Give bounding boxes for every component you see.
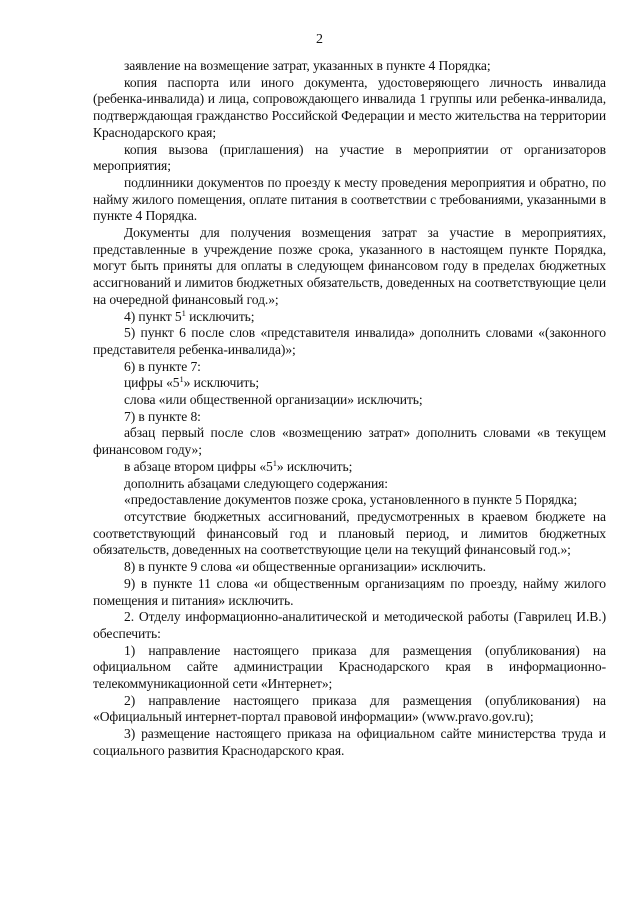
- text-run: в абзаце втором цифры «5: [124, 458, 273, 474]
- paragraph: 9) в пункте 11 слова «и общественным организациям по проезду, найму жилого помещения и питания» исключить.: [93, 575, 606, 608]
- paragraph: дополнить абзацами следующего содержания:: [124, 475, 388, 491]
- paragraph: 7) в пункте 8:: [124, 408, 201, 424]
- paragraph: отсутствие бюджетных ассигнований, предусмотренных в краевом бюджете на соответствующий финансовый год и плановый период, и лимитов бюджетных обязательств, доведенных на соответствующие цели на текущий финансовый год.»;: [93, 508, 606, 558]
- text-run: цифры «5: [124, 375, 180, 391]
- superscript: 1: [179, 374, 184, 385]
- text-run: 4) пункт 5: [124, 308, 182, 324]
- paragraph: 6) в пункте 7:: [124, 358, 201, 374]
- paragraph: 5) пункт 6 после слов «представителя инвалида» дополнить словами «(законного представителя ребенка-инвалида)»;: [93, 325, 606, 357]
- text-run: » исключить;: [276, 458, 353, 474]
- paragraph: 8) в пункте 9 слова «и общественные организации» исключить.: [124, 559, 486, 575]
- paragraph: копия паспорта или иного документа, удостоверяющего личность инвалида (ребенка-инвалида) и лица, сопровождающего инвалида 1 группы или ребенка-инвалида, подтверждающая гражданство Российской Федерации и место жительства на территории Краснодарского края;: [93, 74, 606, 140]
- paragraph: 3) размещение настоящего приказа на официальном сайте министерства труда и социального развития Краснодарского края.: [93, 726, 606, 758]
- paragraph: Документы для получения возмещения затрат за участие в мероприятиях, представленные в учреждение позже срока, указанного в настоящем пункте Порядка, могут быть приняты для оплаты в следующем финансовом году в пределах бюджетных ассигнований и лимитов бюджетных обязательств, доведенных на соответствующие цели на очередной финансовый год.»;: [93, 225, 606, 307]
- paragraph: подлинники документов по проезду к месту проведения мероприятия и обратно, по найму жилого помещения, оплате питания в соответствии с требованиями, указанными в пункте 4 Порядка.: [93, 174, 606, 224]
- paragraph: абзац первый после слов «возмещению затрат» дополнить словами «в текущем финансовом году»;: [93, 425, 606, 458]
- document-body: [93, 58, 606, 760]
- superscript: 1: [181, 307, 186, 318]
- text-run: » исключить;: [183, 375, 259, 391]
- paragraph: 2) направление настоящего приказа для размещения (опубликования) на «Официальный интернет-портал правовой информации» (www.pravo.gov.ru);: [93, 692, 606, 725]
- paragraph: [93, 309, 606, 326]
- paragraph: заявление на возмещение затрат, указанных в пункте 4 Порядка;: [124, 58, 491, 73]
- paragraph: 2. Отделу информационно-аналитической и методической работы (Гаврилец И.В.) обеспечить:: [93, 609, 606, 641]
- paragraph: [93, 459, 606, 476]
- paragraph: «предоставление документов позже срока, установленного в пункте 5 Порядка;: [124, 492, 578, 508]
- superscript: 1: [272, 457, 277, 468]
- paragraph: копия вызова (приглашения) на участие в мероприятии от организаторов мероприятия;: [93, 141, 606, 174]
- text-run: исключить;: [185, 308, 255, 324]
- page-number: 2: [316, 32, 323, 47]
- paragraph: [93, 375, 606, 392]
- paragraph: 1) направление настоящего приказа для размещения (опубликования) на официальном сайте администрации Краснодарского края в информационно-телекоммуникационной сети «Интернет»;: [93, 642, 606, 692]
- paragraph: слова «или общественной организации» исключить;: [124, 392, 423, 408]
